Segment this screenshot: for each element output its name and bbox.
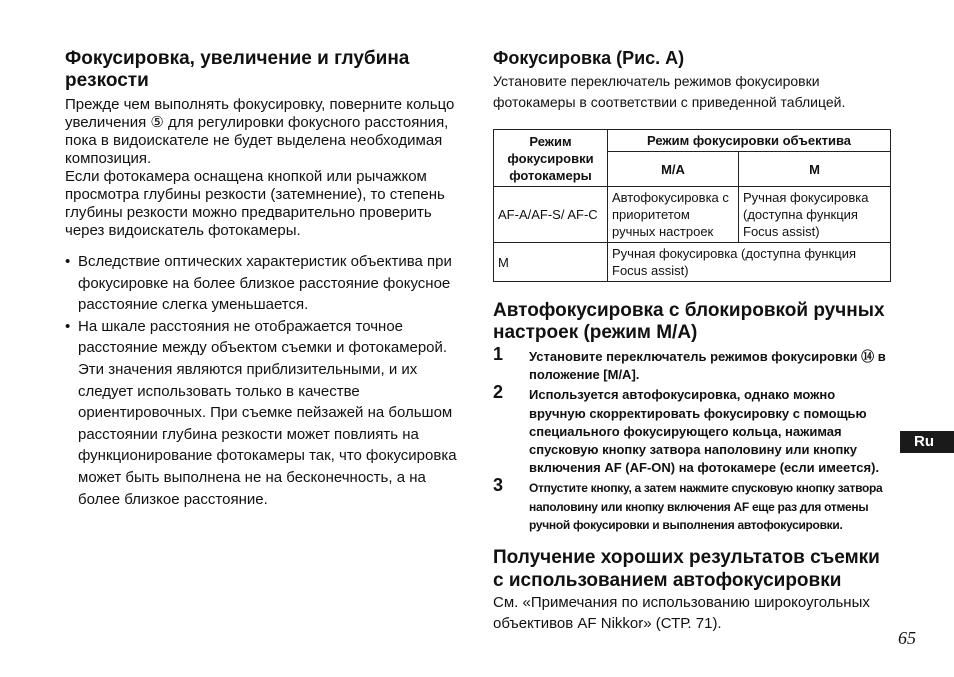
table-header-ma: M/A	[608, 152, 739, 187]
text-segment: для регулировки фокусного расстояния, пока в видоискателе не будет выделена необходимая композиция.	[65, 114, 449, 167]
table-cell: Ручная фокусировка (доступна функция Focus assist)	[739, 187, 891, 243]
step-item	[493, 382, 893, 477]
notes-list	[65, 251, 461, 510]
step-number: 3	[493, 475, 504, 496]
section-heading-good-results: Получение хороших результатов съемки с использованием автофокусировки	[493, 547, 880, 592]
left-column	[65, 48, 461, 510]
list-item: • На шкале расстояния не отображается точное расстояние между объектом съемки и фотокамерой. Эти значения являются приблизительными, и их следует использовать только в качестве ориентировочных. При съемке пейзажей на большом расстоянии глубина резкости может повлиять на функционирование фотокамеры так, что фокусировка может быть выполнена не на бесконечность, а на более близкое расстояние.	[65, 316, 461, 510]
step-number: 2	[493, 382, 504, 403]
step-text: Используется автофокусировка, однако можно вручную скорректировать фокусировку с помощью специального фокусирующего кольца, нажимая спусковую кнопку затвора наполовину или кнопку включения AF (AF-ON) на фотокамере (если имеется).	[529, 387, 880, 476]
list-item: • Вследствие оптических характеристик объектива при фокусировке на более близкое расстояние фокусное расстояние слегка уменьшается.	[65, 251, 461, 316]
text-segment: Установите переключатель режимов фокусировки	[529, 349, 862, 364]
callout-number: ⑤	[150, 114, 164, 131]
section-heading-focusing-zoom: Фокусировка, увеличение и глубина резкости	[65, 48, 410, 91]
paragraph-depth-of-field: Если фотокамера оснащена кнопкой или рычажком просмотра глубины резкости (затемнение), то степень глубины резкости можно предварительно проверить через видоискатель фотокамеры.	[65, 168, 445, 239]
steps-list	[493, 344, 893, 534]
step-item	[493, 344, 893, 384]
page-number: 65	[898, 628, 916, 648]
paragraph-zoom-instructions	[65, 96, 461, 168]
step-item	[493, 475, 893, 534]
text-segment: Прежде чем выполнять фокусировку, поверните кольцо увеличения	[65, 96, 455, 131]
focus-mode-table	[493, 129, 891, 282]
step-text: Отпустите кнопку, а затем нажмите спусковую кнопку затвора наполовину или кнопку включения AF еще раз для отмены ручной фокусировки и выполнения автофокусировки.	[529, 481, 883, 532]
section-heading-ma-mode: Автофокусировка с блокировкой ручных настроек (режим M/A)	[493, 300, 885, 343]
paragraph-set-switch: Установите переключатель режимов фокусировки фотокамеры в соответствии с приведенной таблицей.	[493, 73, 846, 110]
table-cell: Ручная фокусировка (доступна функция Focus assist)	[608, 243, 891, 282]
language-tab-badge: Ru	[900, 431, 954, 453]
section-heading-focusing: Фокусировка (Рис. A)	[493, 48, 685, 68]
table-header-m: M	[739, 152, 891, 187]
table-cell: Автофокусировка с приоритетом ручных настроек	[608, 187, 739, 243]
step-number: 1	[493, 344, 504, 364]
table-header-lens-mode: Режим фокусировки объектива	[608, 130, 891, 152]
paragraph-see-notes: См. «Примечания по использованию широкоугольных объективов AF Nikkor» (СТР. 71).	[493, 594, 870, 633]
callout-number: ⑭	[861, 349, 875, 364]
table-cell: M	[494, 243, 608, 282]
table-cell: AF-A/AF-S/ AF-C	[494, 187, 608, 243]
table-header-camera-mode: Режим фокусировки фотокамеры	[494, 130, 608, 187]
text-segment: в положение [M/A].	[529, 349, 886, 383]
right-column	[493, 48, 893, 634]
